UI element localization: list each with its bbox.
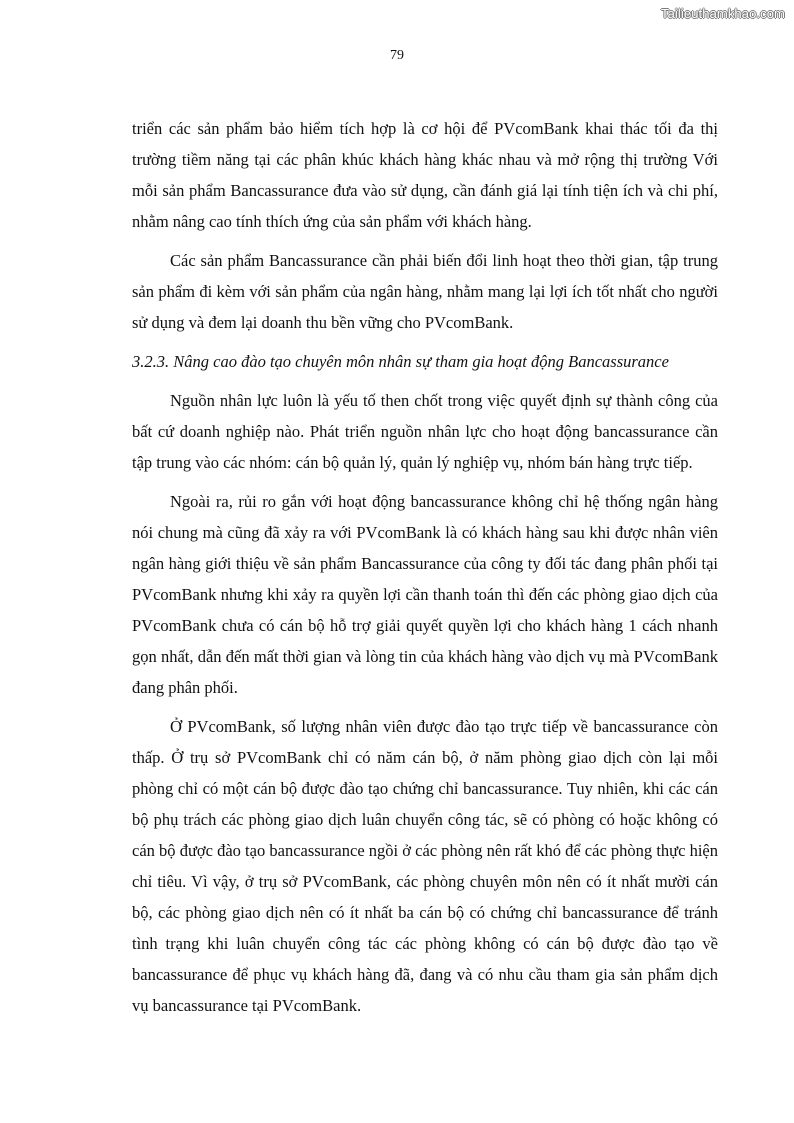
paragraph-staff-training: Ở PVcomBank, số lượng nhân viên được đào tạo trực tiếp về bancassurance còn thấp. Ở trụ sở PVcomBank chỉ có năm cán bộ, ở năm phòng giao dịch còn lại mỗi phòng chỉ có một cán bộ được đào tạo chứng chỉ bancassurance. Tuy nhiên, khi các cán bộ phụ trách các phòng giao dịch luân chuyển công tác, sẽ có phòng có hoặc không có cán bộ được đào tạo bancassurance ngồi ở các phòng nên rất khó để các phòng thực hiện chỉ tiêu. Vì vậy, ở trụ sở PVcomBank, các phòng chuyên môn nên có ít nhất mười cán bộ, các phòng giao dịch nên có ít nhất ba cán bộ có chứng chỉ bancassurance để tránh tình trạng khi luân chuyển công tác các phòng không có cán bộ được đào tạo về bancassurance để phục vụ khách hàng đã, đang và có nhu cầu tham gia sản phẩm dịch vụ bancassurance tại PVcomBank.: [132, 717, 718, 1015]
page-number: 79: [390, 48, 404, 63]
paragraph-human-resources: Nguồn nhân lực luôn là yếu tố then chốt trong việc quyết định sự thành công của bất cứ doanh nghiệp nào. Phát triển nguồn nhân lực cho hoạt động bancassurance cần tập trung vào các nhóm: cán bộ quản lý, quản lý nghiệp vụ, nhóm bán hàng trực tiếp.: [132, 391, 718, 472]
watermark-text: Tailieuthamkhao.com: [660, 6, 785, 21]
section-heading-3-2-3: 3.2.3. Nâng cao đào tạo chuyên môn nhân sự tham gia hoạt động Bancassurance: [132, 352, 669, 371]
paragraph-continuation: triển các sản phẩm bảo hiểm tích hợp là cơ hội để PVcomBank khai thác tối đa thị trường tiềm năng tại các phân khúc khách hàng khác nhau và mở rộng thị trường Với mỗi sản phẩm Bancassurance đưa vào sử dụng, cần đánh giá lại tính tiện ích và chi phí, nhằm nâng cao tính thích ứng của sản phẩm với khách hàng.: [132, 119, 718, 231]
paragraph-risks: Ngoài ra, rủi ro gắn với hoạt động bancassurance không chỉ hệ thống ngân hàng nói chung mà cũng đã xảy ra với PVcomBank là có khách hàng sau khi được nhân viên ngân hàng giới thiệu về sản phẩm Bancassurance của công ty đối tác đang phân phối tại PVcomBank nhưng khi xảy ra quyền lợi cần thanh toán thì đến các phòng giao dịch của PVcomBank chưa có cán bộ hỗ trợ giải quyết quyền lợi cho khách hàng 1 cách nhanh gọn nhất, dẫn đến mất thời gian và lòng tin của khách hàng vào dịch vụ mà PVcomBank đang phân phối.: [132, 492, 718, 697]
paragraph-bancassurance-flexibility: Các sản phẩm Bancassurance cần phải biến đổi linh hoạt theo thời gian, tập trung sản phẩm đi kèm với sản phẩm của ngân hàng, nhằm mang lại lợi ích tốt nhất cho người sử dụng và đem lại doanh thu bền vững cho PVcomBank.: [132, 251, 718, 332]
document-body: [132, 113, 718, 1029]
